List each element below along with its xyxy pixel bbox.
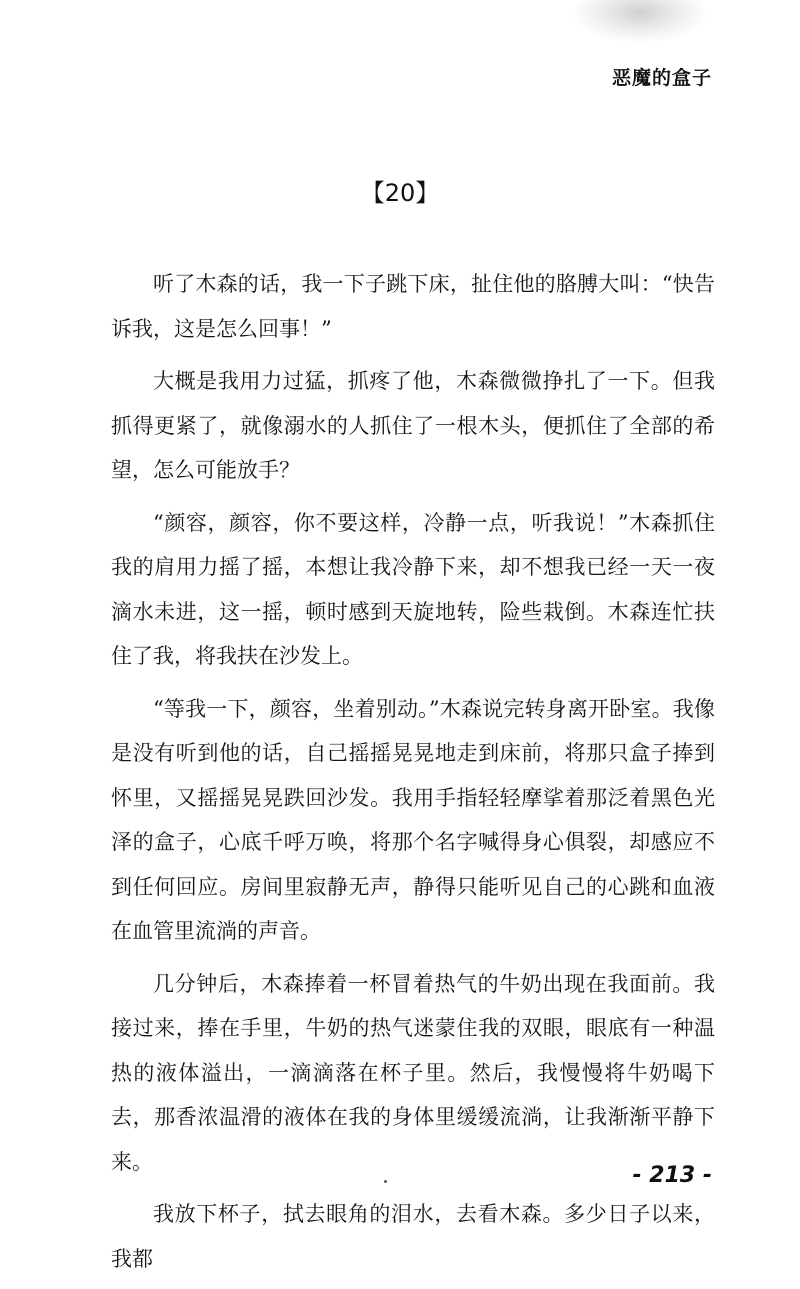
page-number: - 213 -: [632, 1163, 712, 1188]
page-corner-smudge: [575, 0, 705, 42]
print-speck: [384, 1180, 387, 1183]
paragraph: “等我一下，颜容，坐着别动。”木森说完转身离开卧室。我像是没有听到他的话，自己摇摇晃晃地走到床前，将那只盒子捧到怀里，又摇摇晃晃跌回沙发。我用手指轻轻摩挲着那泛着黑色光泽的盒子，心底千呼万唤，将那个名字喊得身心俱裂，却感应不到任何回应。房间里寂静无声，静得只能听见自己的心跳和血液在血管里流淌的声音。: [111, 696, 715, 943]
body-text: [111, 262, 715, 1289]
paragraph: 听了木森的话，我一下子跳下床，扯住他的胳膊大叫：“快告诉我，这是怎么回事！”: [111, 272, 715, 341]
paragraph: 我放下杯子，拭去眼角的泪水，去看木森。多少日子以来，我都: [111, 1202, 715, 1271]
running-head: 恶魔的盒子: [611, 67, 712, 89]
chapter-number: 【20】: [360, 179, 440, 207]
paragraph: “颜容，颜容，你不要这样，冷静一点，听我说！”木森抓住我的肩用力摇了摇，本想让我冷静下来，却不想我已经一天一夜滴水未进，这一摇，顿时感到天旋地转，险些栽倒。木森连忙扶住了我，将我扶在沙发上。: [111, 510, 715, 668]
paragraph: 几分钟后，木森捧着一杯冒着热气的牛奶出现在我面前。我接过来，捧在手里，牛奶的热气迷蒙住我的双眼，眼底有一种温热的液体溢出，一滴滴落在杯子里。然后，我慢慢将牛奶喝下去，那香浓温滑的液体在我的身体里缓缓流淌，让我渐渐平静下来。: [111, 971, 715, 1174]
paragraph: 大概是我用力过猛，抓疼了他，木森微微挣扎了一下。但我抓得更紧了，就像溺水的人抓住了一根木头，便抓住了全部的希望，怎么可能放手？: [111, 369, 715, 482]
